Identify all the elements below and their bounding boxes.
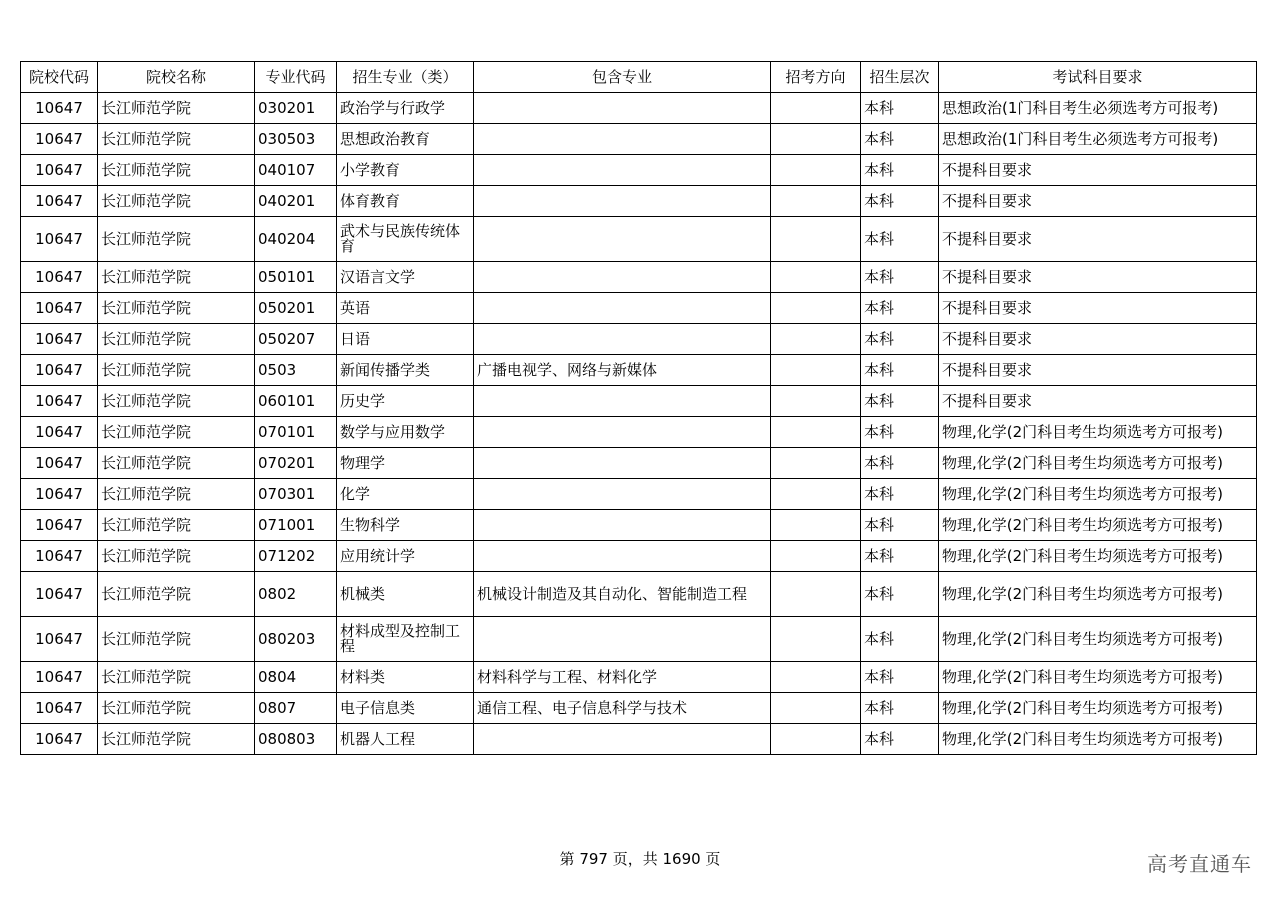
table-row <box>21 510 1257 541</box>
cell-direction <box>771 541 861 572</box>
cell-subject-requirement: 物理,化学(2门科目考生均须选考方可报考) <box>939 448 1257 479</box>
cell-subject-requirement: 物理,化学(2门科目考生均须选考方可报考) <box>939 510 1257 541</box>
table-row <box>21 155 1257 186</box>
cell-major-code: 080803 <box>255 724 337 755</box>
cell-subject-requirement: 不提科目要求 <box>939 324 1257 355</box>
cell-school-name: 长江师范学院 <box>98 572 255 617</box>
cell-major: 小学教育 <box>337 155 474 186</box>
table-row <box>21 355 1257 386</box>
cell-school-name: 长江师范学院 <box>98 186 255 217</box>
cell-school-code: 10647 <box>21 617 98 662</box>
cell-school-name: 长江师范学院 <box>98 617 255 662</box>
cell-school-name: 长江师范学院 <box>98 293 255 324</box>
cell-school-name: 长江师范学院 <box>98 262 255 293</box>
cell-included-majors <box>474 93 771 124</box>
cell-level: 本科 <box>861 479 939 510</box>
cell-school-name: 长江师范学院 <box>98 479 255 510</box>
cell-major-code: 070301 <box>255 479 337 510</box>
table-row <box>21 617 1257 662</box>
cell-major-code: 080203 <box>255 617 337 662</box>
cell-school-code: 10647 <box>21 572 98 617</box>
cell-subject-requirement: 不提科目要求 <box>939 355 1257 386</box>
cell-direction <box>771 293 861 324</box>
cell-school-name: 长江师范学院 <box>98 124 255 155</box>
header-included-majors: 包含专业 <box>474 62 771 93</box>
cell-included-majors <box>474 724 771 755</box>
cell-school-name: 长江师范学院 <box>98 510 255 541</box>
cell-school-name: 长江师范学院 <box>98 355 255 386</box>
cell-included-majors <box>474 541 771 572</box>
table-row <box>21 386 1257 417</box>
cell-major-code: 030201 <box>255 93 337 124</box>
cell-school-code: 10647 <box>21 155 98 186</box>
cell-direction <box>771 93 861 124</box>
cell-school-code: 10647 <box>21 293 98 324</box>
cell-included-majors <box>474 617 771 662</box>
cell-school-code: 10647 <box>21 448 98 479</box>
header-direction: 招考方向 <box>771 62 861 93</box>
cell-school-code: 10647 <box>21 124 98 155</box>
header-school-code: 院校代码 <box>21 62 98 93</box>
cell-school-name: 长江师范学院 <box>98 217 255 262</box>
cell-subject-requirement: 物理,化学(2门科目考生均须选考方可报考) <box>939 693 1257 724</box>
cell-level: 本科 <box>861 448 939 479</box>
cell-major-code: 070201 <box>255 448 337 479</box>
cell-included-majors <box>474 448 771 479</box>
table-row <box>21 217 1257 262</box>
cell-major-code: 050201 <box>255 293 337 324</box>
cell-direction <box>771 479 861 510</box>
cell-level: 本科 <box>861 324 939 355</box>
cell-direction <box>771 617 861 662</box>
cell-direction <box>771 662 861 693</box>
cell-subject-requirement: 不提科目要求 <box>939 217 1257 262</box>
cell-major-code: 050101 <box>255 262 337 293</box>
cell-level: 本科 <box>861 155 939 186</box>
cell-school-code: 10647 <box>21 510 98 541</box>
cell-level: 本科 <box>861 186 939 217</box>
cell-level: 本科 <box>861 124 939 155</box>
cell-school-name: 长江师范学院 <box>98 693 255 724</box>
cell-school-code: 10647 <box>21 355 98 386</box>
cell-school-name: 长江师范学院 <box>98 324 255 355</box>
admissions-table <box>20 61 1257 755</box>
cell-school-code: 10647 <box>21 541 98 572</box>
table-row <box>21 662 1257 693</box>
cell-major: 材料成型及控制工程 <box>337 617 474 662</box>
table-row <box>21 724 1257 755</box>
table-row <box>21 572 1257 617</box>
cell-school-code: 10647 <box>21 262 98 293</box>
table-body <box>21 93 1257 755</box>
admissions-table-wrapper <box>20 61 1257 755</box>
cell-major: 体育教育 <box>337 186 474 217</box>
cell-major: 历史学 <box>337 386 474 417</box>
cell-school-code: 10647 <box>21 386 98 417</box>
cell-level: 本科 <box>861 262 939 293</box>
cell-direction <box>771 572 861 617</box>
table-row <box>21 541 1257 572</box>
cell-level: 本科 <box>861 93 939 124</box>
cell-level: 本科 <box>861 417 939 448</box>
cell-included-majors <box>474 186 771 217</box>
cell-subject-requirement: 物理,化学(2门科目考生均须选考方可报考) <box>939 662 1257 693</box>
cell-major: 化学 <box>337 479 474 510</box>
cell-major: 数学与应用数学 <box>337 417 474 448</box>
cell-major-code: 071001 <box>255 510 337 541</box>
cell-major: 英语 <box>337 293 474 324</box>
table-row <box>21 124 1257 155</box>
cell-level: 本科 <box>861 662 939 693</box>
cell-major-code: 0802 <box>255 572 337 617</box>
cell-school-code: 10647 <box>21 417 98 448</box>
cell-included-majors <box>474 386 771 417</box>
cell-school-code: 10647 <box>21 186 98 217</box>
cell-subject-requirement: 物理,化学(2门科目考生均须选考方可报考) <box>939 617 1257 662</box>
cell-level: 本科 <box>861 541 939 572</box>
cell-included-majors <box>474 155 771 186</box>
cell-included-majors <box>474 293 771 324</box>
table-header-row <box>21 62 1257 93</box>
cell-included-majors <box>474 417 771 448</box>
cell-subject-requirement: 不提科目要求 <box>939 293 1257 324</box>
cell-major: 新闻传播学类 <box>337 355 474 386</box>
cell-included-majors <box>474 124 771 155</box>
cell-level: 本科 <box>861 217 939 262</box>
header-subject-requirement: 考试科目要求 <box>939 62 1257 93</box>
cell-direction <box>771 186 861 217</box>
table-row <box>21 186 1257 217</box>
cell-school-code: 10647 <box>21 724 98 755</box>
header-school-name: 院校名称 <box>98 62 255 93</box>
cell-school-code: 10647 <box>21 479 98 510</box>
cell-major: 武术与民族传统体育 <box>337 217 474 262</box>
cell-level: 本科 <box>861 693 939 724</box>
cell-major-code: 050207 <box>255 324 337 355</box>
cell-level: 本科 <box>861 510 939 541</box>
cell-major-code: 030503 <box>255 124 337 155</box>
cell-school-name: 长江师范学院 <box>98 93 255 124</box>
cell-subject-requirement: 物理,化学(2门科目考生均须选考方可报考) <box>939 572 1257 617</box>
cell-school-name: 长江师范学院 <box>98 724 255 755</box>
cell-major: 思想政治教育 <box>337 124 474 155</box>
cell-direction <box>771 155 861 186</box>
cell-school-name: 长江师范学院 <box>98 417 255 448</box>
cell-subject-requirement: 不提科目要求 <box>939 386 1257 417</box>
cell-subject-requirement: 思想政治(1门科目考生必须选考方可报考) <box>939 124 1257 155</box>
cell-direction <box>771 324 861 355</box>
cell-level: 本科 <box>861 572 939 617</box>
cell-school-name: 长江师范学院 <box>98 386 255 417</box>
cell-subject-requirement: 物理,化学(2门科目考生均须选考方可报考) <box>939 417 1257 448</box>
cell-major-code: 070101 <box>255 417 337 448</box>
cell-major-code: 040107 <box>255 155 337 186</box>
cell-direction <box>771 355 861 386</box>
cell-major: 材料类 <box>337 662 474 693</box>
cell-included-majors <box>474 217 771 262</box>
cell-school-code: 10647 <box>21 217 98 262</box>
cell-direction <box>771 217 861 262</box>
watermark-text: 高考直通车 <box>1147 852 1252 876</box>
cell-school-code: 10647 <box>21 324 98 355</box>
table-row <box>21 293 1257 324</box>
cell-direction <box>771 262 861 293</box>
cell-major: 应用统计学 <box>337 541 474 572</box>
cell-included-majors <box>474 510 771 541</box>
cell-major-code: 040204 <box>255 217 337 262</box>
cell-school-name: 长江师范学院 <box>98 155 255 186</box>
cell-direction <box>771 724 861 755</box>
cell-major-code: 0503 <box>255 355 337 386</box>
cell-major: 机械类 <box>337 572 474 617</box>
cell-subject-requirement: 物理,化学(2门科目考生均须选考方可报考) <box>939 479 1257 510</box>
cell-major: 日语 <box>337 324 474 355</box>
cell-school-name: 长江师范学院 <box>98 662 255 693</box>
cell-level: 本科 <box>861 724 939 755</box>
cell-major-code: 071202 <box>255 541 337 572</box>
cell-school-code: 10647 <box>21 93 98 124</box>
table-row <box>21 693 1257 724</box>
cell-major: 电子信息类 <box>337 693 474 724</box>
cell-level: 本科 <box>861 293 939 324</box>
cell-subject-requirement: 不提科目要求 <box>939 186 1257 217</box>
header-major: 招生专业（类） <box>337 62 474 93</box>
cell-major: 政治学与行政学 <box>337 93 474 124</box>
cell-level: 本科 <box>861 617 939 662</box>
cell-direction <box>771 510 861 541</box>
cell-subject-requirement: 不提科目要求 <box>939 155 1257 186</box>
cell-subject-requirement: 物理,化学(2门科目考生均须选考方可报考) <box>939 724 1257 755</box>
cell-direction <box>771 124 861 155</box>
cell-subject-requirement: 思想政治(1门科目考生必须选考方可报考) <box>939 93 1257 124</box>
cell-direction <box>771 386 861 417</box>
cell-included-majors: 通信工程、电子信息科学与技术 <box>474 693 771 724</box>
table-row <box>21 448 1257 479</box>
cell-major: 机器人工程 <box>337 724 474 755</box>
table-row <box>21 262 1257 293</box>
cell-included-majors: 材料科学与工程、材料化学 <box>474 662 771 693</box>
cell-included-majors <box>474 479 771 510</box>
cell-included-majors: 机械设计制造及其自动化、智能制造工程 <box>474 572 771 617</box>
cell-level: 本科 <box>861 355 939 386</box>
cell-major: 汉语言文学 <box>337 262 474 293</box>
cell-direction <box>771 693 861 724</box>
table-row <box>21 324 1257 355</box>
page-number: 第 797 页，共 1690 页 <box>559 850 721 868</box>
cell-major-code: 0804 <box>255 662 337 693</box>
table-row <box>21 479 1257 510</box>
cell-major-code: 060101 <box>255 386 337 417</box>
cell-subject-requirement: 不提科目要求 <box>939 262 1257 293</box>
cell-subject-requirement: 物理,化学(2门科目考生均须选考方可报考) <box>939 541 1257 572</box>
cell-school-code: 10647 <box>21 693 98 724</box>
cell-direction <box>771 417 861 448</box>
cell-major: 物理学 <box>337 448 474 479</box>
cell-major-code: 040201 <box>255 186 337 217</box>
table-row <box>21 417 1257 448</box>
cell-included-majors: 广播电视学、网络与新媒体 <box>474 355 771 386</box>
cell-direction <box>771 448 861 479</box>
cell-major-code: 0807 <box>255 693 337 724</box>
cell-included-majors <box>474 262 771 293</box>
cell-major: 生物科学 <box>337 510 474 541</box>
cell-level: 本科 <box>861 386 939 417</box>
header-major-code: 专业代码 <box>255 62 337 93</box>
cell-school-name: 长江师范学院 <box>98 541 255 572</box>
table-row <box>21 93 1257 124</box>
header-level: 招生层次 <box>861 62 939 93</box>
cell-included-majors <box>474 324 771 355</box>
cell-school-code: 10647 <box>21 662 98 693</box>
cell-school-name: 长江师范学院 <box>98 448 255 479</box>
